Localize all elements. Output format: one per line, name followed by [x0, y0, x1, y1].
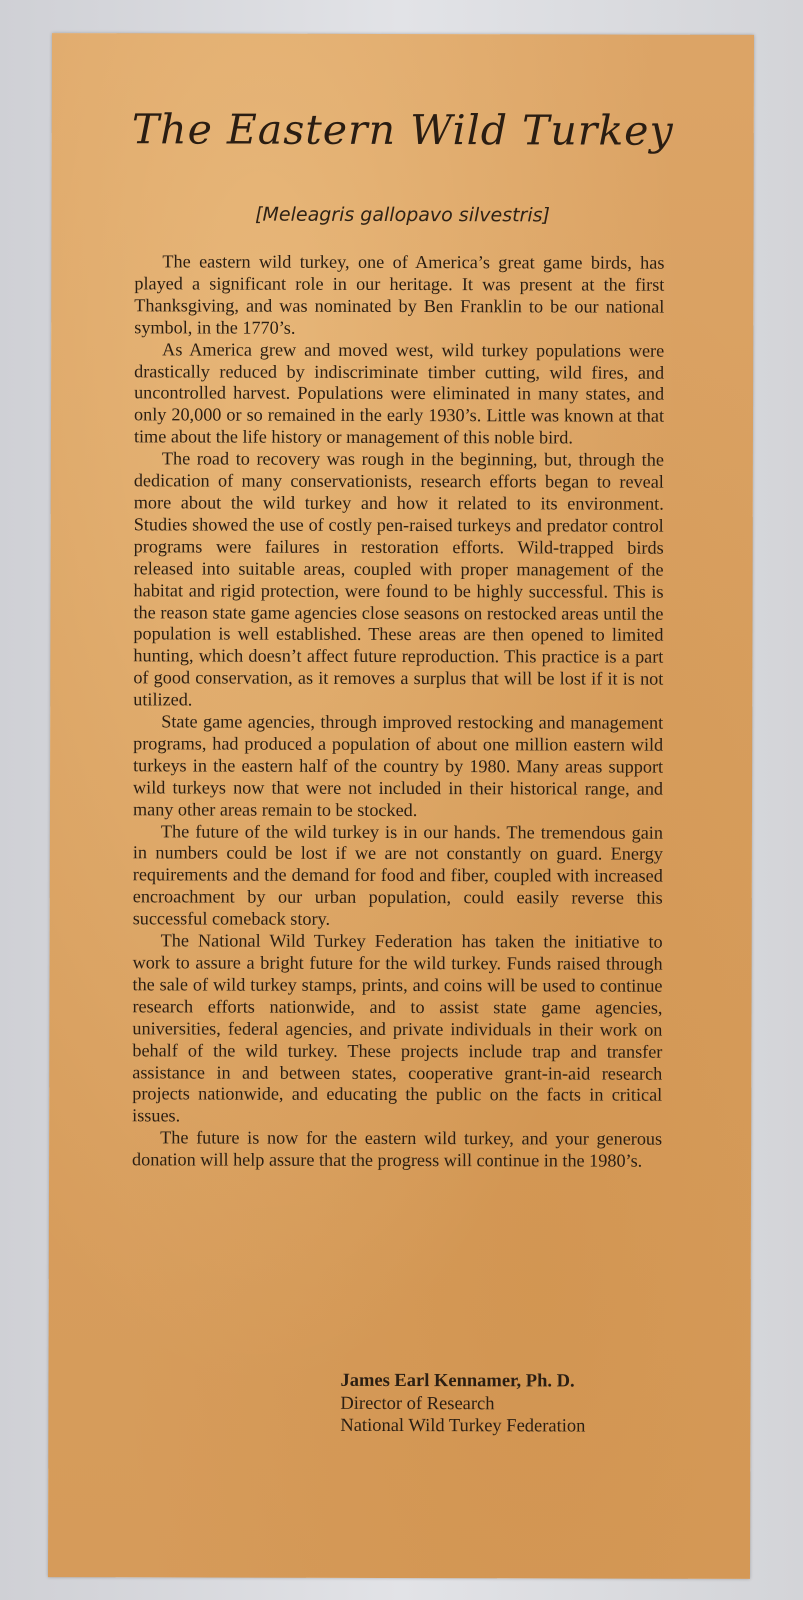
- scientific-name: [Meleagris gallopavo silvestris]: [255, 203, 550, 227]
- article-body: [132, 251, 664, 1172]
- author-name: James Earl Kennamer, Ph. D.: [340, 1370, 575, 1392]
- document-sheet: [48, 33, 754, 1579]
- author-organization: National Wild Turkey Federation: [340, 1415, 586, 1437]
- paragraph: The future of the wild turkey is in our hands. The tremendous gain in numbers could be lost if we are not constantly on guard. Energy requirements and the demand for food and fiber, coupled with increased encroachment by our urban population, could easily reverse this successful comeback story.: [132, 820, 663, 930]
- document-title: The Eastern Wild Turkey: [131, 105, 674, 155]
- paragraph: The National Wild Turkey Federation has taken the initiative to work to assure a bright future for the wild turkey. Funds raised through the sale of wild turkey stamps, prints, and coins will be used to continue research efforts nationwide, and to assist state game agencies, universities, federal agencies, and private individuals in their work on behalf of the wild turkey. These projects include trap and transfer assistance in and between states, cooperative grant-in-aid research projects nationwide, and educating the public on the facts in critical issues.: [132, 930, 663, 1126]
- author-role: Director of Research: [340, 1393, 495, 1414]
- paragraph: As America grew and moved west, wild turkey populations were drastically reduced by indiscriminate timber cutting, wild fires, and uncontrolled harvest. Populations were eliminated in many states, and only 20,000 or so remained in the early 1930’s. Little was known at that time about the life history or management of this noble bird.: [133, 338, 665, 448]
- paragraph: The road to recovery was rough in the beginning, but, through the dedication of many conservationists, research efforts began to reveal more about the wild turkey and how it related to its environment. Studies showed the use of costly pen-raised turkeys and predator control programs were failures in restoration efforts. Wild-trapped birds released into suitable areas, coupled with proper management of the habitat and rigid protection, were found to be highly successful. This is the reason state game agencies close seasons on restocked areas until the population is well established. These areas are then opened to limited hunting, which doesn’t affect future reproduction. This practice is a part of good conservation, as it removes a surplus that will be lost if it is not utilized.: [133, 448, 664, 710]
- paragraph: The future is now for the eastern wild turkey, and your generous donation will help assure that the progress will continue in the 1980’s.: [132, 1127, 663, 1171]
- paragraph: State game agencies, through improved restocking and management programs, had produced a population of about one million eastern wild turkeys in the eastern half of the country by 1980. Many areas support wild turkeys now that were not included in their historical range, and many other areas remain to be stocked.: [132, 711, 664, 820]
- signature-block: [340, 1370, 585, 1438]
- paragraph: The eastern wild turkey, one of America’s great game birds, has played a significant role in our heritage. It was present at the first Thanksgiving, and was nominated by Ben Franklin to be our national symbol, in the 1770’s.: [134, 251, 665, 338]
